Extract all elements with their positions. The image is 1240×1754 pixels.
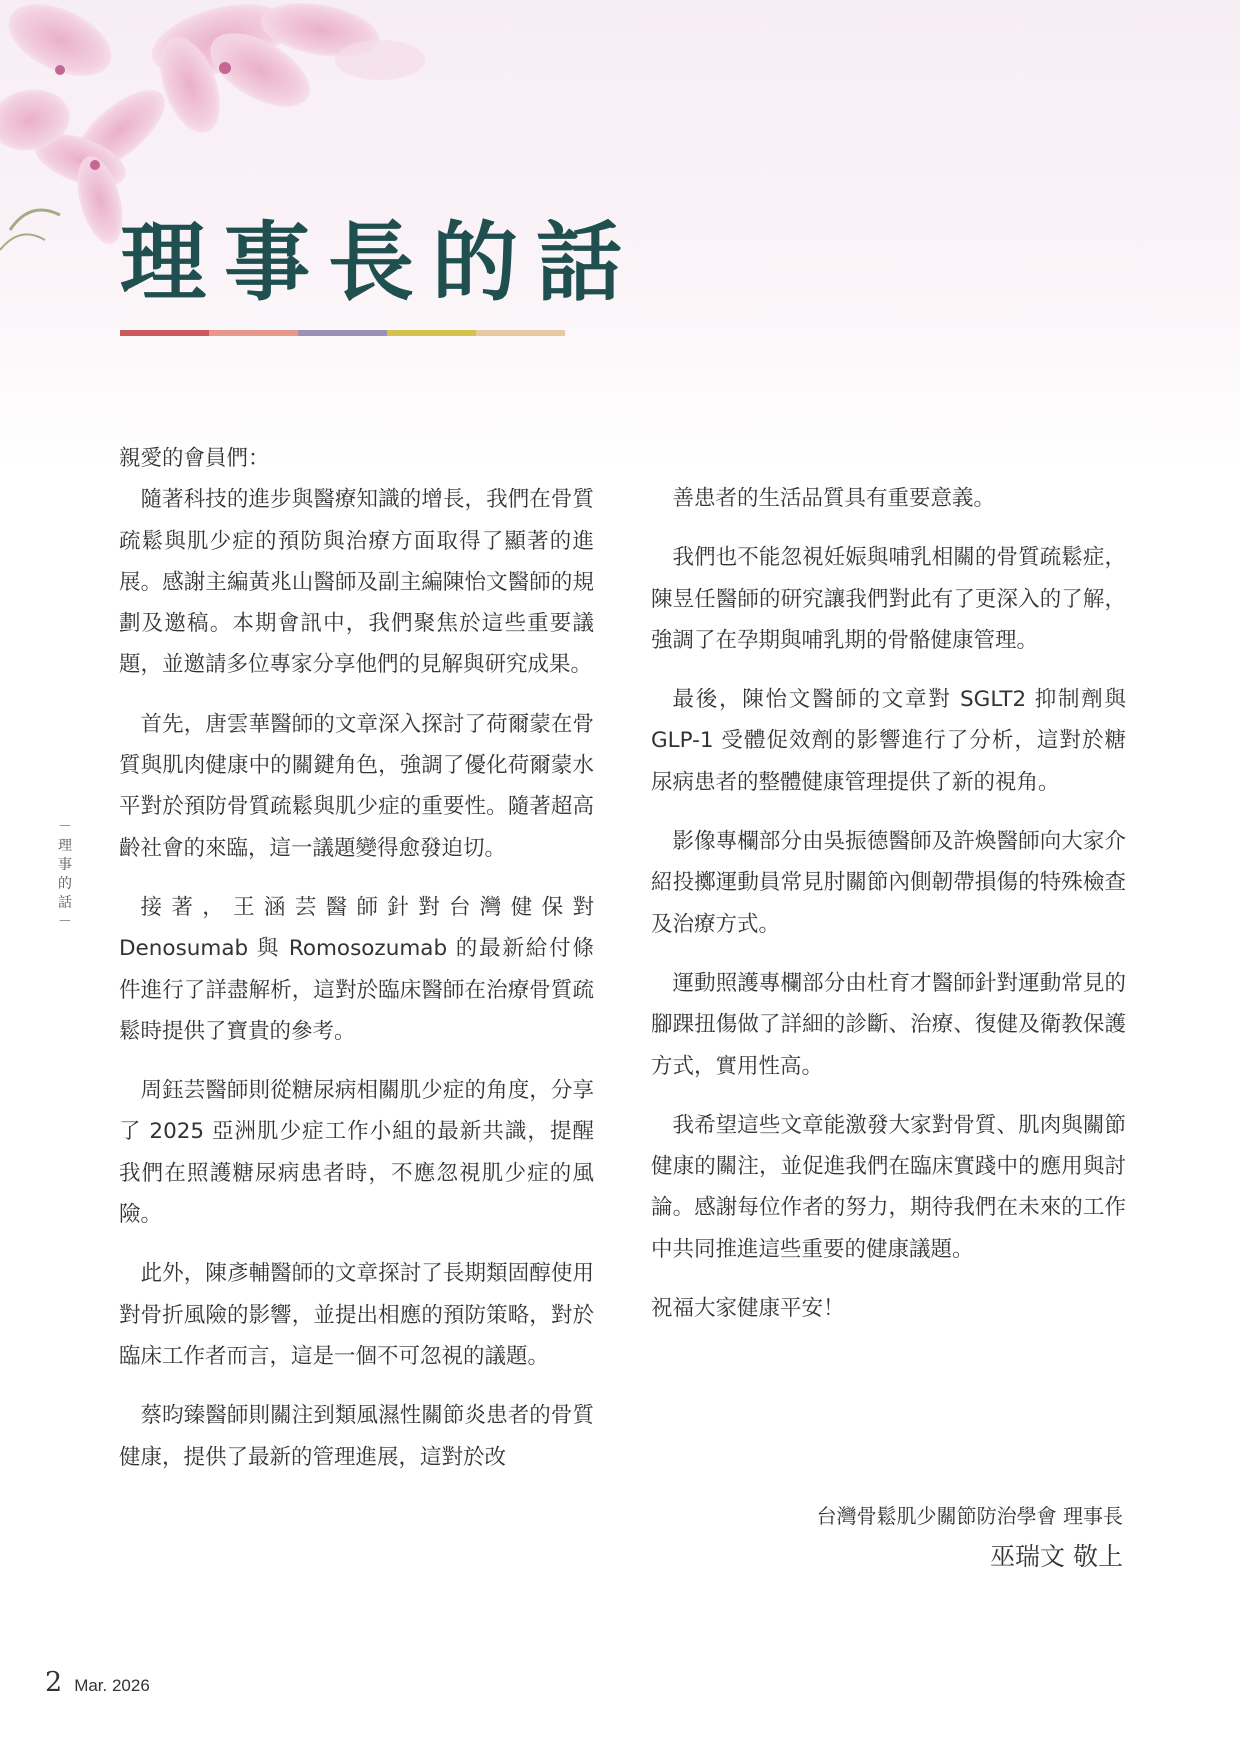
paragraph: 我們也不能忽視妊娠與哺乳相關的骨質疏鬆症，陳昱任醫師的研究讓我們對此有了更深入的了解，強調了在孕期與哺乳期的骨骼健康管理。 — [651, 545, 1126, 653]
paragraph: 周鈺芸醫師則從糖尿病相關肌少症的角度，分享了 2025 亞洲肌少症工作小組的最新共識，提醒我們在照護糖尿病患者時，不應忽視肌少症的風險。 — [119, 1078, 594, 1228]
paragraph: 善患者的生活品質具有重要意義。 — [672, 486, 996, 511]
page-number: 2 — [45, 1667, 63, 1698]
paragraph: 蔡昀臻醫師則關注到類風濕性關節炎患者的骨質健康，提供了最新的管理進展，這對於改 — [119, 1403, 594, 1470]
title-bar-segment — [387, 330, 476, 336]
right-column — [651, 478, 1126, 1347]
paragraph: 隨著科技的進步與醫療知識的增長，我們在骨質疏鬆與肌少症的預防與治療方面取得了顯著的進展。感謝主編黃兆山醫師及副主編陳怡文醫師的規劃及邀稿。本期會訊中，我們聚焦於這些重要議題，並邀請多位專家分享他們的見解與研究成果。 — [119, 487, 594, 678]
paragraph: 我希望這些文章能激發大家對骨質、肌肉與關節健康的關注，並促進我們在臨床實踐中的應用與討論。感謝每位作者的努力，期待我們在未來的工作中共同推進這些重要的健康議題。 — [651, 1112, 1126, 1262]
signature-organization: 台灣骨鬆肌少關節防治學會 理事長 — [816, 1504, 1123, 1528]
signature-name: 巫瑞文 敬上 — [990, 1542, 1123, 1571]
issue-date: Mar. 2026 — [74, 1676, 150, 1695]
paragraph: 最後，陳怡文醫師的文章對 SGLT2 抑制劑與 GLP-1 受體促效劑的影響進行了分析，這對於糖尿病患者的整體健康管理提供了新的視角。 — [651, 687, 1126, 795]
title-underline-bar — [120, 330, 565, 336]
title-bar-segment — [209, 330, 298, 336]
title-bar-segment — [298, 330, 387, 336]
salutation: 親愛的會員們： — [119, 446, 270, 471]
page-footer — [45, 1667, 150, 1698]
section-side-label: －理事的話－ — [58, 819, 72, 930]
left-column — [119, 438, 594, 1496]
page-title: 理事長的話 — [120, 212, 640, 313]
paragraph: 接著，王涵芸醫師針對台灣健保對 Denosumab 與 Romosozumab 的最新給付條件進行了詳盡解析，這對於臨床醫師在治療骨質疏鬆時提供了寶貴的參考。 — [119, 894, 594, 1044]
title-bar-segment — [476, 330, 565, 336]
title-bar-segment — [120, 330, 209, 336]
paragraph: 影像專欄部分由吳振德醫師及許煥醫師向大家介紹投擲運動員常見肘關節內側韌帶損傷的特殊檢查及治療方式。 — [651, 829, 1126, 937]
paragraph: 此外，陳彥輔醫師的文章探討了長期類固醇使用對骨折風險的影響，並提出相應的預防策略，對於臨床工作者而言，這是一個不可忽視的議題。 — [119, 1261, 594, 1369]
closing-blessing: 祝福大家健康平安！ — [651, 1296, 845, 1322]
paragraph: 首先，唐雲華醫師的文章深入探討了荷爾蒙在骨質與肌肉健康中的關鍵角色，強調了優化荷爾蒙水平對於預防骨質疏鬆與肌少症的重要性。隨著超高齡社會的來臨，這一議題變得愈發迫切。 — [119, 711, 594, 861]
signature-block — [817, 1500, 1123, 1576]
paragraph: 運動照護專欄部分由杜育才醫師針對運動常見的腳踝扭傷做了詳細的診斷、治療、復健及衛教保護方式，實用性高。 — [651, 970, 1126, 1079]
